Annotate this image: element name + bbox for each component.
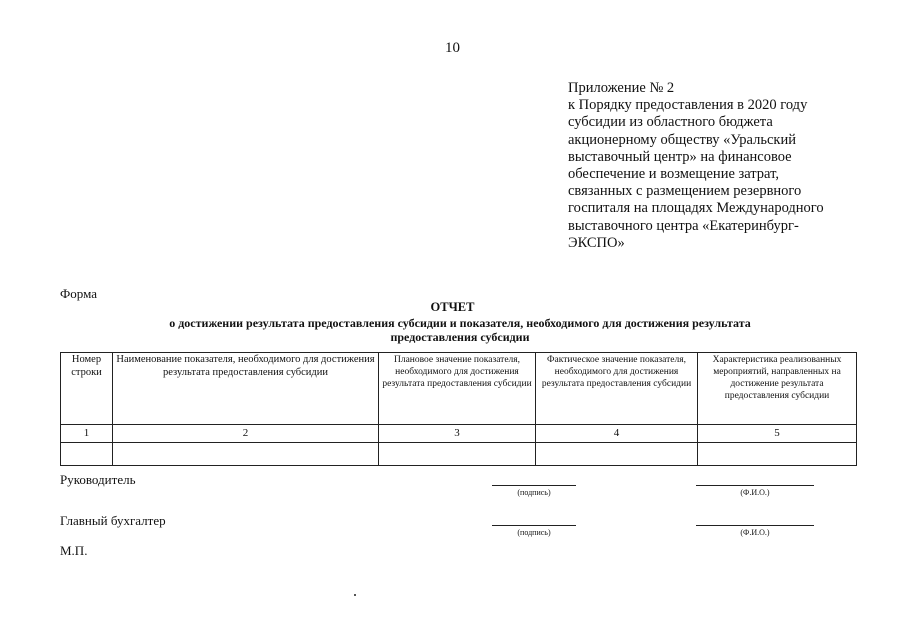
accountant-label: Главный бухгалтер xyxy=(60,513,166,528)
column-number: 4 xyxy=(536,425,698,443)
accountant-signature-line[interactable] xyxy=(492,525,576,526)
table-cell[interactable] xyxy=(61,443,113,466)
head-label: Руководитель xyxy=(60,472,136,487)
table-cell[interactable] xyxy=(536,443,698,466)
head-signature-line[interactable] xyxy=(492,485,576,486)
report-table xyxy=(60,352,857,466)
form-label: Форма xyxy=(60,286,97,301)
appendix-line: обеспечение и возмещение затрат, xyxy=(568,166,779,183)
header-row-number: Номер строки xyxy=(61,353,113,425)
scan-speck xyxy=(354,594,356,596)
table-cell[interactable] xyxy=(698,443,857,466)
report-title: ОТЧЕТ xyxy=(430,300,475,314)
page-number: 10 xyxy=(445,40,460,56)
accountant-signature-caption: (подпись) xyxy=(517,528,551,537)
report-subtitle-line: о достижении результата предоставления субсидии и показателя, необходимого для достижения результата xyxy=(169,316,751,330)
appendix-line: выставочный центр» на финансовое xyxy=(568,148,792,165)
head-name-caption: (Ф.И.О.) xyxy=(740,488,770,497)
column-number: 1 xyxy=(61,425,113,443)
column-number: 3 xyxy=(379,425,536,443)
appendix-line: ЭКСПО» xyxy=(568,234,625,251)
table-header-row xyxy=(61,353,857,425)
report-subtitle xyxy=(110,316,810,344)
header-actual-value: Фактическое значение показателя, необходимого для достижения результата предоставления субсидии xyxy=(536,353,698,425)
table-cell[interactable] xyxy=(379,443,536,466)
head-name-line[interactable] xyxy=(696,485,814,486)
header-measures-description: Характеристика реализованных мероприятий, направленных на достижение результата предоставления субсидии xyxy=(698,353,857,425)
appendix-line: субсидии из областного бюджета xyxy=(568,114,773,131)
appendix-line: выставочного центра «Екатеринбург- xyxy=(568,217,799,234)
appendix-line: Приложение № 2 xyxy=(568,80,675,96)
column-number: 2 xyxy=(113,425,379,443)
header-indicator-name: Наименование показателя, необходимого для достижения результата предоставления субсидии xyxy=(113,353,379,425)
appendix-line: акционерному обществу «Уральский xyxy=(568,131,796,148)
appendix-line: госпиталя на площадях Международного xyxy=(568,200,824,217)
table-cell[interactable] xyxy=(113,443,379,466)
accountant-name-caption: (Ф.И.О.) xyxy=(740,528,770,537)
table-row xyxy=(61,443,857,466)
appendix-line: к Порядку предоставления в 2020 году xyxy=(568,97,808,114)
column-number: 5 xyxy=(698,425,857,443)
appendix-line: связанных с размещением резервного xyxy=(568,183,802,200)
stamp-label: М.П. xyxy=(60,543,88,558)
report-subtitle-line: предоставления субсидии xyxy=(390,330,530,344)
head-signature-caption: (подпись) xyxy=(517,488,551,497)
table-column-numbers-row xyxy=(61,425,857,443)
appendix-block xyxy=(568,80,868,252)
accountant-name-line[interactable] xyxy=(696,525,814,526)
header-planned-value: Плановое значение показателя, необходимого для достижения результата предоставления субсидии xyxy=(379,353,536,425)
